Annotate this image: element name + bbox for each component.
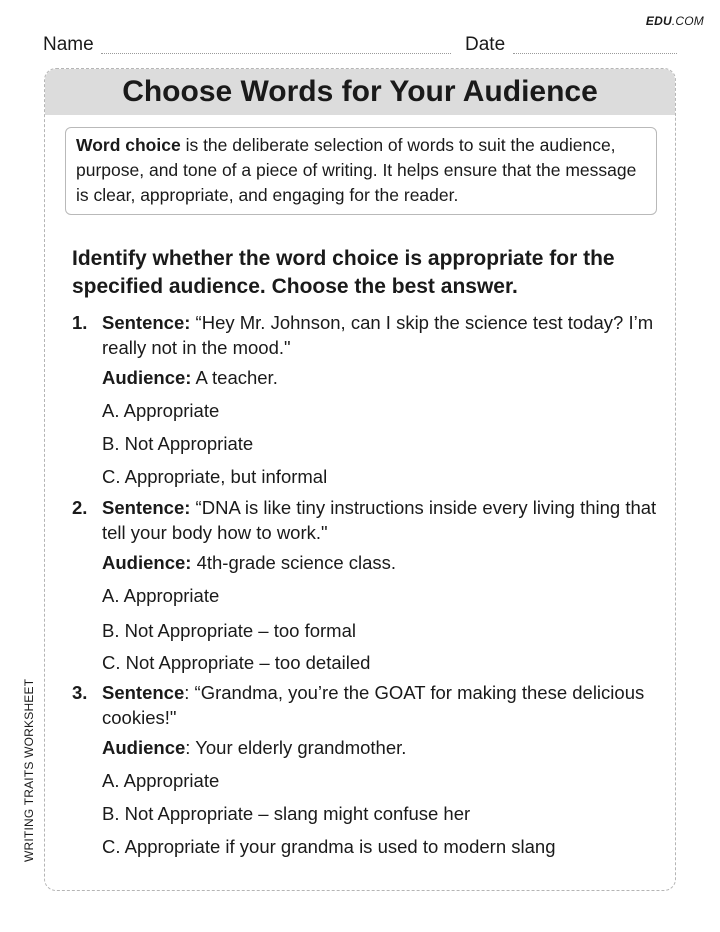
question-number: 1. [72,312,88,333]
option-b[interactable]: B. Not Appropriate – too formal [102,620,356,641]
option-a[interactable]: A. Appropriate [102,770,220,791]
option-b[interactable]: B. Not Appropriate – slang might confuse her [102,803,471,824]
logo-com: .COM [671,14,704,28]
question-1 [72,310,662,487]
audience-text: : Your elderly grandmother. [185,737,407,758]
audience-line [102,550,396,575]
audience-label: Audience [102,737,186,758]
worksheet-card [44,68,676,891]
instructions: Identify whether the word choice is appropriate for the specified audience. Choose the best answer. [72,247,615,298]
sentence-label: Sentence [102,682,185,703]
date-label: Date [465,34,506,55]
sentence-text: : “Grandma, you’re the GOAT for making these delicious cookies!" [102,682,645,728]
audience-label: Audience: [102,552,192,573]
audience-text: A teacher. [191,367,278,388]
definition-text: is the deliberate selection of words to suit the audience, purpose, and tone of a piece of writing. It helps ensure that the message is clear, appropriate, and engaging for the reader. [76,135,637,205]
audience-text: 4th-grade science class. [191,552,397,573]
option-c[interactable]: C. Appropriate, but informal [102,466,328,487]
worksheet-title: Choose Words for Your Audience [45,69,675,115]
sentence-label: Sentence: [102,497,191,518]
name-label: Name [43,34,94,55]
sentence-text: “DNA is like tiny instructions inside every living thing that tell your body how to work." [102,497,657,543]
option-b[interactable]: B. Not Appropriate [102,433,254,454]
date-field[interactable] [513,53,677,54]
edu-com-logo [646,14,704,28]
definition-box [65,127,657,215]
question-sentence [102,310,662,360]
question-number: 2. [72,497,88,518]
option-c[interactable]: C. Appropriate if your grandma is used to modern slang [102,836,556,857]
definition-term: Word choice [76,135,181,155]
option-a[interactable]: A. Appropriate [102,400,220,421]
sentence-label: Sentence: [102,312,191,333]
question-2 [72,495,662,673]
option-a[interactable]: A. Appropriate [102,585,220,606]
worksheet-category-label: WRITING TRAITS WORKSHEET [22,678,36,862]
question-sentence [102,495,662,545]
audience-line [102,735,406,760]
name-field[interactable] [101,53,451,54]
question-number: 3. [72,682,88,703]
logo-edu: EDU [645,14,672,28]
name-date-row [43,32,677,56]
option-c[interactable]: C. Not Appropriate – too detailed [102,652,371,673]
question-sentence [102,680,662,730]
sentence-text: “Hey Mr. Johnson, can I skip the science test today? I’m really not in the mood." [102,312,654,358]
question-3 [72,680,662,857]
audience-label: Audience: [102,367,192,388]
audience-line [102,365,278,390]
